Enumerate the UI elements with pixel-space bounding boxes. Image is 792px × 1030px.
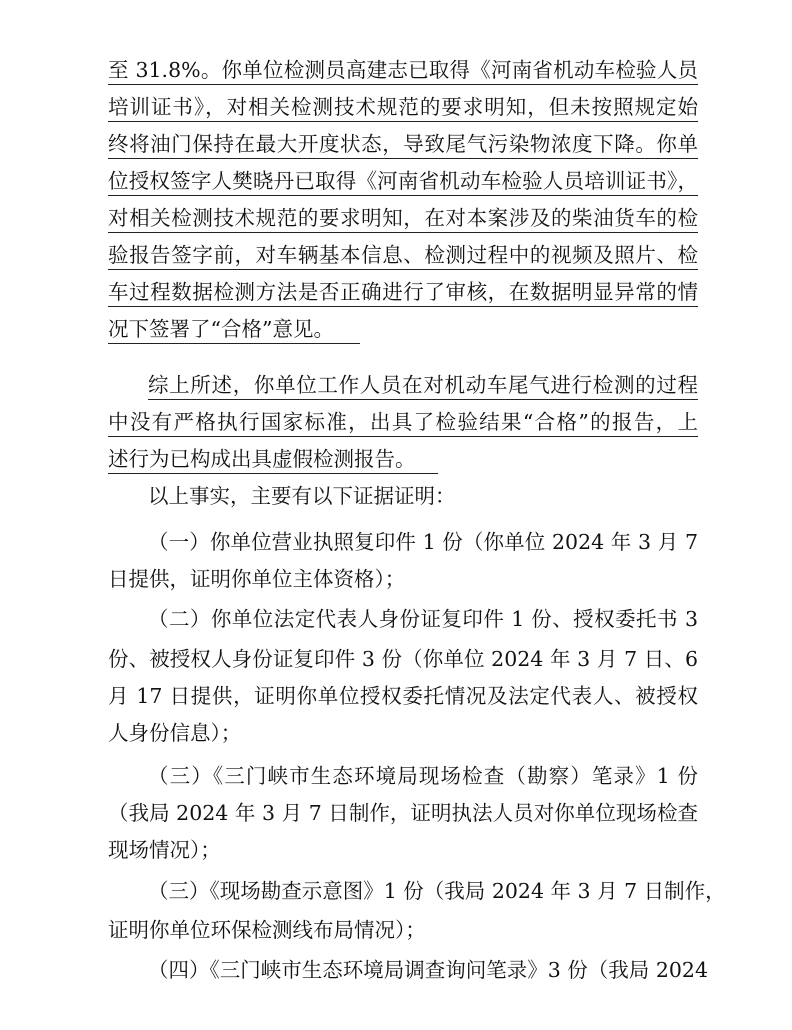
paragraph-line: （二）你单位法定代表人身份证复印件 1 份、授权委托书 3 [148,607,698,631]
paragraph-line: （一）你单位营业执照复印件 1 份（你单位 2024 年 3 月 7 [148,530,698,554]
paragraph-line: 月 17 日提供，证明你单位授权委托情况及法定代表人、被授权 [108,684,698,708]
paragraph-line: （四）《三门峡市生态环境局调查询问笔录》3 份（我局 2024 [148,958,708,982]
paragraph-line: 证明你单位环保检测线布局情况）； [108,918,426,942]
paragraph-line: 述行为已构成出具虚假检测报告。 [108,444,438,474]
paragraph-line: 培训证书》，对相关检测技术规范的要求明知，但未按照规定始 [108,92,698,122]
paragraph-line: （我局 2024 年 3 月 7 日制作，证明执法人员对你单位现场检查 [108,801,698,825]
paragraph-line: 车过程数据检测方法是否正确进行了审核，在数据明显异常的情 [108,277,698,307]
paragraph-line: 综上所述，你单位工作人员在对机动车尾气进行检测的过程 [148,370,698,400]
paragraph-line: （三）《现场勘查示意图》1 份（我局 2024 年 3 月 7 日制作， [148,879,726,903]
paragraph-line: 现场情况）； [108,838,221,862]
paragraph-line: 位授权签字人樊晓丹已取得《河南省机动车检验人员培训证书》， [108,166,698,196]
paragraph-line: 份、被授权人身份证复印件 3 份（你单位 2024 年 3 月 7 日、6 [108,647,698,671]
paragraph-line: 验报告签字前，对车辆基本信息、检测过程中的视频及照片、检 [108,240,698,270]
paragraph-line: 人身份信息）； [108,721,242,745]
paragraph-line: 对相关检测技术规范的要求明知，在对本案涉及的柴油货车的检 [108,203,698,233]
paragraph-line: 终将油门保持在最大开度状态，导致尾气污染物浓度下降。你单 [108,129,698,159]
paragraph-line: 中没有严格执行国家标准，出具了检验结果“合格”的报告，上 [108,407,698,437]
evidence-intro: 以上事实，主要有以下证据证明： [148,484,456,508]
paragraph-line: 日提供，证明你单位主体资格）； [108,567,406,591]
paragraph-line: （三）《三门峡市生态环境局现场检查（勘察）笔录》1 份 [148,764,698,788]
paragraph-line: 至 31.8%。你单位检测员高建志已取得《河南省机动车检验人员 [108,55,698,85]
paragraph-line: 况下签署了“合格”意见。 [108,314,360,344]
